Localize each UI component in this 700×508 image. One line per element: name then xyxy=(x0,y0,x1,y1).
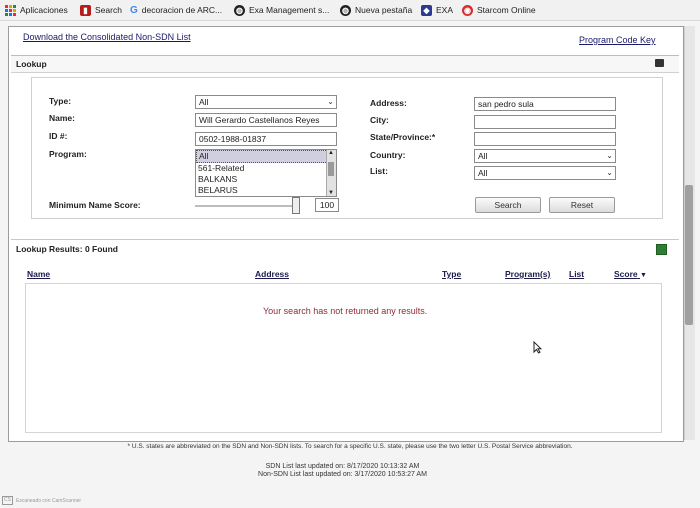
chevron-down-icon: ⌄ xyxy=(606,168,613,177)
state-abbreviation-note: * U.S. states are abbreviated on the SDN and Non-SDN lists. To search for a specific U.S. state, please use the two letter U.S. Postal Service abbreviation. xyxy=(127,443,573,450)
exa-icon: ◆ xyxy=(421,5,432,16)
city-input[interactable] xyxy=(474,115,616,129)
country-label: Country: xyxy=(370,150,406,160)
chevron-down-icon: ⌄ xyxy=(327,97,334,106)
bookmark-nueva-pestana[interactable] xyxy=(340,3,412,17)
bookmark-label: Starcom Online xyxy=(477,5,536,15)
program-option[interactable]: 561-Related xyxy=(198,163,245,173)
column-list[interactable]: List xyxy=(569,269,585,279)
search-bookmark-icon: ▮ xyxy=(80,5,91,16)
bookmark-label: Exa Management s... xyxy=(249,5,330,15)
bookmarks-bar xyxy=(0,0,700,21)
list-label: List: xyxy=(370,166,388,176)
list-select[interactable] xyxy=(474,166,616,180)
starcom-icon: ◉ xyxy=(462,5,473,16)
scanner-watermark xyxy=(2,496,81,505)
program-label: Program: xyxy=(49,149,87,159)
program-scrollbar[interactable] xyxy=(326,150,336,196)
min-score-slider-handle[interactable] xyxy=(292,197,300,214)
mouse-cursor-icon xyxy=(533,341,542,354)
download-nonsdn-link[interactable]: Download the Consolidated Non-SDN List xyxy=(23,32,191,42)
scroll-up-icon[interactable]: ▲ xyxy=(328,150,334,156)
country-select[interactable] xyxy=(474,149,616,163)
address-label: Address: xyxy=(370,98,407,108)
column-programs[interactable]: Program(s) xyxy=(505,269,551,279)
lookup-form xyxy=(31,77,663,219)
print-icon[interactable] xyxy=(655,59,664,67)
id-input[interactable]: 0502-1988-01837 xyxy=(195,132,337,146)
bookmark-label: EXA xyxy=(436,5,454,15)
bookmark-decoracion[interactable] xyxy=(130,3,222,17)
lookup-title: Lookup xyxy=(16,59,47,69)
type-select-value: All xyxy=(199,97,209,107)
page-panel xyxy=(8,26,684,442)
empty-results-message: Your search has not returned any results. xyxy=(263,306,428,316)
scroll-thumb[interactable] xyxy=(328,162,334,176)
sort-desc-icon: ▼ xyxy=(640,272,647,279)
column-score-label: Score xyxy=(614,269,638,279)
results-header xyxy=(11,239,679,256)
bookmark-search[interactable] xyxy=(80,3,122,17)
bookmark-exa-management[interactable] xyxy=(234,3,329,17)
id-label: ID #: xyxy=(49,131,68,141)
sdn-updated-text: SDN List last updated on: 8/17/2020 10:13:32 AM xyxy=(265,463,420,470)
min-score-label: Minimum Name Score: xyxy=(49,200,141,210)
column-name[interactable]: Name xyxy=(27,269,51,279)
state-input[interactable] xyxy=(474,132,616,146)
column-type[interactable]: Type xyxy=(442,269,462,279)
export-excel-icon[interactable] xyxy=(656,244,667,255)
globe-icon: ◍ xyxy=(234,5,245,16)
chevron-down-icon: ⌄ xyxy=(606,151,613,160)
page-scrollbar-thumb[interactable] xyxy=(685,185,693,325)
results-table-body xyxy=(25,283,662,433)
program-code-key-link[interactable]: Program Code Key xyxy=(579,35,656,45)
google-icon: G xyxy=(130,4,138,16)
program-listbox[interactable] xyxy=(195,149,337,197)
scroll-down-icon[interactable]: ▼ xyxy=(328,190,334,196)
program-option[interactable]: All xyxy=(196,150,336,163)
bookmark-label: Nueva pestaña xyxy=(355,5,413,15)
min-score-input[interactable]: 100 xyxy=(315,198,339,212)
watermark-text: Escaneado con CamScanner xyxy=(16,497,82,504)
reset-button[interactable]: Reset xyxy=(549,197,615,213)
bookmark-label: Aplicaciones xyxy=(20,5,68,15)
name-label: Name: xyxy=(49,113,75,123)
address-input[interactable]: san pedro sula xyxy=(474,97,616,111)
nonsdn-updated-text: Non-SDN List last updated on: 3/17/2020 10:53:27 AM xyxy=(258,471,427,478)
results-table-header xyxy=(27,269,659,281)
state-label-text: State/Province: xyxy=(370,132,432,142)
program-option[interactable]: BELARUS xyxy=(198,185,238,195)
bookmark-exa[interactable] xyxy=(421,3,453,17)
bookmark-label: decoracion de ARC... xyxy=(141,5,223,15)
program-option[interactable]: BALKANS xyxy=(198,174,238,184)
name-input[interactable]: Will Gerardo Castellanos Reyes xyxy=(195,113,337,127)
bookmark-apps[interactable] xyxy=(5,3,68,17)
min-score-slider-track[interactable] xyxy=(195,205,299,207)
search-button[interactable]: Search xyxy=(475,197,541,213)
state-label xyxy=(370,132,435,142)
bookmark-label: Search xyxy=(95,5,122,15)
city-label: City: xyxy=(370,115,389,125)
lookup-header xyxy=(11,55,679,73)
results-title: Lookup Results: 0 Found xyxy=(16,244,118,254)
state-asterisk: * xyxy=(431,132,436,142)
globe-icon: ◍ xyxy=(340,5,351,16)
type-select[interactable] xyxy=(195,95,337,109)
list-select-value: All xyxy=(478,168,488,178)
apps-grid-icon xyxy=(5,5,16,16)
bookmark-starcom[interactable] xyxy=(462,3,536,17)
column-score[interactable] xyxy=(614,269,647,279)
country-select-value: All xyxy=(478,151,488,161)
camscanner-logo-icon: CS xyxy=(2,496,13,505)
type-label: Type: xyxy=(49,96,72,106)
column-address[interactable]: Address xyxy=(255,269,290,279)
